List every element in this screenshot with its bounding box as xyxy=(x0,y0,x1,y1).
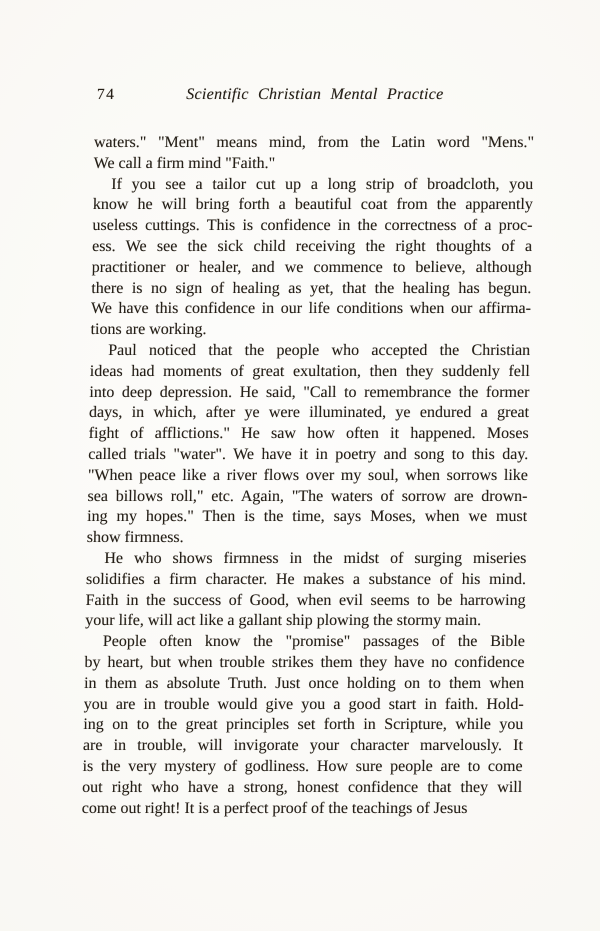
text-line: practitioner or healer, and we commence to believe, although xyxy=(91,258,532,276)
text-line: Faith in the success of Good, when evil seems to be harrowing xyxy=(85,591,526,609)
text-line: show firmness. xyxy=(86,529,184,547)
text-line: there is no sign of healing as yet, that the healing has begun. xyxy=(91,279,532,297)
text-line: know he will bring forth a beautiful coat from the apparently xyxy=(92,196,533,214)
text-line: is the very mystery of godliness. How sure people are to come xyxy=(82,757,523,775)
text-line: ess. We see the sick child receiving the right thoughts of a xyxy=(91,237,533,255)
text-line: you are in trouble would give you a good start in faith. Hold- xyxy=(83,695,524,713)
page-body xyxy=(82,133,535,819)
text-line: out right who have a strong, honest confidence that they will xyxy=(81,778,523,796)
text-line: are in trouble, will invigorate your character marvelously. It xyxy=(82,737,524,755)
text-line: tions are working. xyxy=(90,321,207,339)
page-content xyxy=(82,86,535,819)
text-line: ideas had moments of great exultation, then they suddenly fell xyxy=(89,362,530,380)
text-line: come out right! It is a perfect proof of the teachings of Jesus xyxy=(81,799,468,817)
page-number: 74 xyxy=(96,86,116,103)
text-line: If you see a tailor cut up a long strip of broadcloth, you xyxy=(111,175,534,193)
text-line: waters." "Ment" means mind, from the Latin word "Mens." xyxy=(93,134,535,151)
text-line: Paul noticed that the people who accepted the Christian xyxy=(107,341,531,359)
text-line: into deep depression. He said, "Call to remembrance the former xyxy=(89,383,530,401)
text-line: useless cuttings. This is confidence in the correctness of a proc- xyxy=(92,217,533,235)
text-line: your life, will act like a gallant ship plowing the stormy main. xyxy=(85,612,482,630)
text-line: We call a firm mind "Faith." xyxy=(93,154,276,172)
text-line: by heart, but when trouble strikes them they have no confidence xyxy=(84,653,525,671)
text-line: fight of afflictions." He saw how often it happened. Moses xyxy=(88,425,529,443)
text-line: solidifies a firm character. He makes a substance of his mind. xyxy=(85,570,527,588)
text-line: in them as absolute Truth. Just once holding on to them when xyxy=(83,674,525,692)
text-line: ing on to the great principles set forth in Scripture, while you xyxy=(83,716,524,734)
text-line: "When peace like a river flows over my soul, when sorrows like xyxy=(87,466,529,484)
text-line: He who shows firmness in the midst of surging miseries xyxy=(104,549,527,567)
text-line: We have this confidence in our life conditions when our affirma- xyxy=(90,300,532,318)
running-head xyxy=(95,86,535,103)
text-line: called trials "water". We have it in poetry and song to this day. xyxy=(88,445,529,463)
text-line: ing my hopes." Then is the time, says Moses, when we must xyxy=(86,508,528,526)
text-line: People often know the "promise" passages of the Bible xyxy=(102,633,525,651)
text-line: days, in which, after ye were illuminated, ye endured a great xyxy=(88,404,530,422)
running-title: Scientific Christian Mental Practice xyxy=(186,86,444,103)
text-line: sea billows roll," etc. Again, "The waters of sorrow are drown- xyxy=(87,487,528,505)
